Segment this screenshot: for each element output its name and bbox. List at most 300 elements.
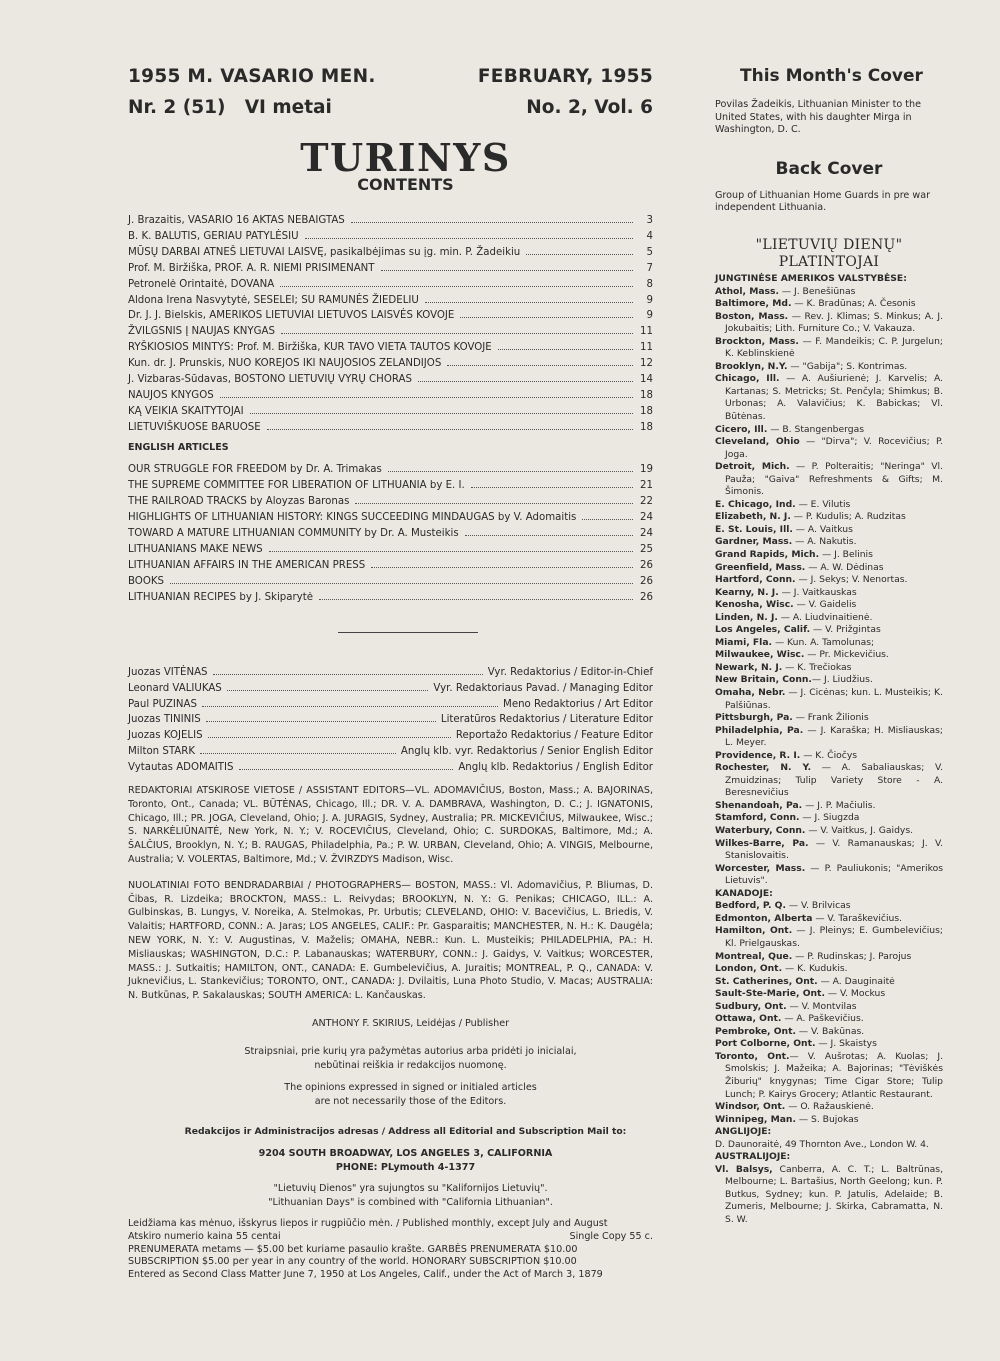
toc-leader [351,221,633,223]
toc-leader [425,301,633,303]
distributor-entry [715,511,943,524]
toc-entry-english [128,542,653,558]
distributor-city: Winnipeg, Man. [715,1113,796,1125]
distributor-names: — A. W. Dėdinas [805,561,884,573]
toc-page: 24 [640,511,653,523]
toc-page: 5 [646,246,653,258]
distributor-city: Newark, N. J. [715,661,783,673]
toc-leader [281,332,633,334]
distributor-city: Bedford, P. Q. [715,900,786,912]
distributor-city: Toronto, Ont. [715,1050,790,1062]
distributor-names: — J. Belinis [819,549,873,560]
distributor-names: — A. Vaitkus [792,523,853,535]
distributor-city: Stamford, Conn. [715,812,800,824]
cover-description: Povilas Žadeikis, Lithuanian Minister to the United States, with his daughter Mirga in Washington, D. C. [715,99,922,136]
distributor-names: — J. Skaistys [815,1038,877,1050]
distributor-names: — P. Polteraitis; "Neringa" Vl. Pauža; "Gaiva" Refreshments & Gifts; M. Šimonis. [725,461,943,498]
staff-leader [239,768,454,770]
staff-list [128,665,653,776]
entered-notice: Entered as Second Class Matter June 7, 1950 at Los Angeles, Calif., under the Act of March 3, 1879 [128,1269,603,1281]
staff-entry [128,728,653,744]
staff-role: Reportažo Redaktorius / Feature Editor [455,730,653,742]
distributor-city: Elizabeth, N. J. [715,511,791,523]
toc-page: 8 [646,278,653,290]
distributor-entry [715,298,943,311]
staff-role: Literatūros Redaktorius / Literature Editor [440,714,653,726]
distributor-names: — K. Trečiokas [782,661,852,673]
toc-entry [128,404,653,420]
cover-title: This Month's Cover [740,66,923,86]
staff-leader [202,705,498,707]
toc-page: 4 [646,230,653,242]
distributor-entry [715,424,943,437]
distributor-entry [715,499,943,512]
distributor-names: — V. Aušrotas; A. Kuolas; J. Smolskis; J. Mažeika; A. Bajorinas; "Tėviškės Žiburių" knygynas; Time Cigar Store; Tulip Lunch; P. Kairys Grocery; Atlantic Restaurant. [725,1050,943,1100]
distributor-entry [715,637,943,650]
distributor-entry [715,762,943,800]
distributor-names: — A. Sabaliauskas; V. Zmuidzinas; Tulip Variety Store - A. Beresnevičius [725,762,944,799]
toc-page: 25 [640,543,653,555]
toc-title: Kun. dr. J. Prunskis, NUO KOREJOS IKI NAUJOSIOS ZELANDIJOS [128,358,442,370]
staff-leader [227,689,429,691]
distributor-entry [715,863,943,888]
staff-name: Juozas TININIS [128,714,201,726]
distributor-names: — F. Mandeikis; C. P. Jurgelun; K. Keblinskienė [725,335,943,360]
distributor-names: — V. Prižgintas [810,624,881,636]
toc-entry [128,277,653,293]
distributors-title-line-2: PLATINTOJAI [778,253,880,270]
toc-entry-english [128,574,653,590]
toc-entry-english [128,494,653,510]
distributor-names: — A. Dauginaitė [817,975,895,987]
distributor-city: Miami, Fla. [715,636,773,648]
distributor-names: — J. Pleinys; E. Gumbelevičius; Kl. Prielgauskas. [725,925,943,949]
toc-entry [128,388,653,404]
staff-entry [128,712,653,728]
toc-entry [128,420,653,436]
toc-leader [267,428,633,430]
distributor-city: Rochester, N. Y. [715,762,812,774]
staff-entry [128,697,653,713]
distributor-city: Worcester, Mass. [715,862,806,874]
note-lt-line-1: Straipsniai, prie kurių yra pažymėtas autorius arba pridėti jo inicialai, [244,1045,577,1057]
note-english [168,1081,653,1109]
toc-title: HIGHLIGHTS OF LITHUANIAN HISTORY: KINGS SUCCEEDING MINDAUGAS by V. Adomaitis [128,511,577,523]
distributor-city: Athol, Mass. [715,285,779,297]
toc-title: LITHUANIAN AFFAIRS IN THE AMERICAN PRESS [128,559,366,571]
toc-entry [128,229,653,245]
address-line: 9204 SOUTH BROADWAY, LOS ANGELES 3, CALIFORNIA [258,1147,553,1159]
toc-entry-english [128,510,653,526]
toc-leader [447,364,633,366]
staff-leader [200,752,396,754]
distributor-country-heading: JUNGTINĖSE AMERIKOS VALSTYBĖSE: [715,272,907,284]
staff-name: Vytautas ADOMAITIS [128,762,234,774]
distributor-names: — A. Liudvinaitienė. [777,611,873,623]
toc-entry [128,356,653,372]
toc-title: LITHUANIANS MAKE NEWS [128,543,263,555]
issue-english: No. 2, Vol. 6 [526,97,653,118]
toc-title: J. Vizbaras-Sūdavas, BOSTONO LIETUVIŲ VYRŲ CHORAS [128,374,412,386]
distributor-city: Hartford, Conn. [715,574,796,586]
distributor-entry [715,925,943,950]
toc-entry-english [128,526,653,542]
distributor-names: — S. Bujokas [795,1113,859,1125]
distributor-entry [715,624,943,637]
toc-leader [582,518,633,520]
assistant-editors: REDAKTORIAI ATSKIROSE VIETOSE / ASSISTANT EDITORS—VL. ADOMAVIČIUS, Boston, Mass.; A. BAJORINAS, Toronto, Ont., Canada; VL. BŪTĖNAS, Chicago, Ill.; DR. V. A. DAMBRAVA, Washington, D. C.; J. IGNATONIS, Chicago, Ill.; PR. JOGA, Cleveland, Ohio; J. A. JURAGIS, Sydney, Australia; PR. MICKEVIČIUS, Milwaukee, Wisc.; S. NARKĖLIŪNAITĖ, New York, N. Y.; V. ROCEVIČIUS, Cleveland, Ohio; C. SURDOKAS, Baltimore, Md.; A. ŠALČIUS, Brooklyn, N. Y.; B. RAUGAS, Philadelphia, Pa.; P. W. URBAN, Cleveland, Ohio; A. VINGIS, Melbourne, Australia; V. VOLERTAS, Baltimore, Md.; V. ŽVIRZDYS Madison, Wisc. [128,785,653,866]
toc-entry [128,324,653,340]
staff-leader [213,673,483,675]
staff-role: Vyr. Redaktoriaus Pavad. / Managing Editor [433,682,653,694]
address-heading: Redakcijos ir Administracijos adresas / Address all Editorial and Subscription Mail to: [184,1125,627,1137]
toc-leader [418,380,633,382]
distributor-entry [715,549,943,562]
toc-leader [371,566,633,568]
toc-page: 26 [640,591,653,603]
distributor-names: Canberra, A. C. T.; L. Baltrūnas, Melbourne; L. Bartašius, North Geelong; kun. P. Butkus, Sydney; kun. P. Jatulis, Adelaide; B. Zumeris, Melbourne; J. Skirka, Cabramatta, N. S. W. [725,1163,943,1225]
toc-entry-english [128,590,653,606]
toc-leader [526,253,633,255]
toc-title: Prof. M. Biržiška, PROF. A. R. NIEMI PRISIMENANT [128,262,375,274]
toc-page: 26 [640,575,653,587]
merge-lithuanian: "Lietuvių Dienos" yra sujungtos su "Kalifornijos Lietuvių". [273,1183,548,1195]
distributor-city: Linden, N. J. [715,611,778,623]
distributor-entry [715,612,943,625]
distributor-city: Baltimore, Md. [715,298,792,310]
distributor-city: Boston, Mass. [715,310,789,322]
toc-page: 24 [640,527,653,539]
distributor-entry [715,725,943,750]
distributor-names: — A. Nakutis. [792,536,857,548]
distributor-entry [715,1001,943,1014]
publisher: ANTHONY F. SKIRIUS, Leidėjas / Publisher [311,1017,510,1029]
distributor-city: Philadelphia, Pa. [715,724,804,736]
toc-entry [128,308,653,324]
distributor-entry [715,373,943,423]
toc-entry [128,245,653,261]
publication-info [128,1218,653,1282]
toc-page: 18 [640,389,653,401]
distributor-names: — J. Liudžius. [811,674,873,686]
staff-role: Vyr. Redaktorius / Editor-in-Chief [487,666,653,678]
distributor-names: — K. Kudukis. [782,963,848,975]
distributor-names: — K. Čiočys [800,749,858,761]
distributor-entry [715,524,943,537]
distributor-names: — V. Ramanauskas; J. V. Stanislovaitis. [725,837,943,862]
distributor-names: — "Dirva"; V. Rocevičius; P. Joga. [725,436,943,460]
distributor-entry [715,436,943,461]
note-lt-line-2: nebūtinai reiškia ir redakcijos nuomonę. [314,1059,507,1071]
subscription-lt: PRENUMERATA metams — $5.00 bet kuriame pasaulio krašte. GARBĖS PRENUMERATA $10.00 [128,1243,578,1255]
english-articles-heading: ENGLISH ARTICLES [128,441,229,453]
distributor-city: Grand Rapids, Mich. [715,549,820,560]
distributor-city: Hamilton, Ont. [715,925,793,937]
distributor-names: — "Gabija"; S. Kontrimas. [787,360,908,372]
toc-entry-english [128,558,653,574]
phone-line: PHONE: PLymouth 4-1377 [335,1161,476,1173]
page-title: TURINYS [300,135,511,180]
toc-title: Petronelė Orintaitė, DOVANA [128,278,275,290]
distributor-entry [715,674,943,687]
staff-name: Milton STARK [128,746,195,758]
distributor-city: Los Angeles, Calif. [715,624,811,636]
distributors-list [715,273,943,1227]
toc-page: 3 [646,215,653,226]
toc-title: NAUJOS KNYGOS [128,389,214,401]
distributor-entry [715,361,943,374]
published-monthly: Leidžiama kas mėnuo, išskyrus liepos ir rugpiūčio mėn. / Published monthly, except July and August [128,1217,608,1229]
distributor-city: Windsor, Ont. [715,1101,786,1113]
distributor-names: D. Daunoraitė, 49 Thornton Ave., London W. 4. [715,1138,929,1150]
distributor-names: — P. Rudinskas; J. Parojus [792,950,912,962]
distributor-entry [715,461,943,499]
toc-page: 11 [640,342,653,354]
distributor-names: — P. Kudulis; A. Rudzitas [790,511,906,523]
distributor-names: — B. Stangenbergas [767,423,865,435]
distributor-names: — J. Sekys; V. Nenortas. [795,574,908,586]
distributor-names: — V. Mockus [824,988,886,1000]
toc-page: 7 [646,262,653,274]
distributor-entry [715,838,943,863]
toc-title: OUR STRUGGLE FOR FREEDOM by Dr. A. Trimakas [128,463,382,475]
toc-page: 9 [646,294,653,306]
distributor-city: Edmonton, Alberta [715,912,813,924]
toc-title: MŪSŲ DARBAI ATNEŠ LIETUVAI LAISVĘ, pasikalbėjimas su įg. min. P. Žadeikiu [128,246,521,258]
toc-page: 18 [640,421,653,433]
distributor-names: — Kun. A. Tamolunas; [772,636,875,648]
distributor-names: — V. Gaidelis [793,599,857,611]
toc-english [128,462,653,606]
staff-name: Juozas VITĖNAS [128,666,208,678]
distributor-entry [715,1013,943,1026]
distributor-city: Kenosha, Wisc. [715,599,794,611]
distributor-city: Gardner, Mass. [715,536,793,548]
left-column [128,66,653,1282]
toc-leader [280,285,633,287]
distributor-entry [715,1139,943,1152]
photographers: NUOLATINIAI FOTO BENDRADARBIAI / PHOTOGRAPHERS— BOSTON, MASS.: Vl. Adomavičius, P. Bliumas, D. Čibas, R. Lizdeika; BROCKTON, MASS.: L. Reivydas; BROOKLYN, N. Y.: G. Penikas; CHICAGO, ILL.: A. Gulbinskas, B. Lungys, V. Noreika, A. Stelmokas, Pr. Urbutis; CLEVELAND, OHIO: V. Bacevičius, L. Briedis, V. Valaitis; HARTFORD, CONN.: A. Jaras; LOS ANGELES, CALIF.: Pr. Gasparaitis; MANCHESTER, N. H.: K. Daugėla; NEW YORK, N. Y.: V. Augustinas, V. Maželis; OMAHA, NEBR.: Kun. L. Musteikis; PHILADELPHIA, PA.: H. Misliauskas; WASHINGTON, D.C.: P. Labanauskas; WATERBURY, CONN.: J. Gaidys, V. Vaitkus; WORCESTER, MASS.: J. Sutkaitis; HAMILTON, ONT., CANADA: E. Gumbelevičius, A. Juraitis; MONTREAL, P. Q., CANADA: V. Juknevičius, L. Stankevičius; TORONTO, ONT., CANADA: J. Dvilaitis, Luna Photo Studio, V. Macas; AUSTRALIA: N. Butkūnas, P. Sakalauskas; SOUTH AMERICA: L. Kančauskas. [128,879,653,1002]
staff-name: Juozas KOJELIS [128,730,203,742]
toc-page: 19 [640,463,653,475]
date-lithuanian: 1955 M. VASARIO MEN. [128,66,376,87]
distributor-entry [715,662,943,675]
distributor-entry [715,1114,943,1127]
distributor-entry [715,1101,943,1114]
toc-page: 11 [640,326,653,338]
toc-entry [128,213,653,229]
toc-title: RYŠKIOSIOS MINTYS: Prof. M. Biržiška, KUR TAVO VIETA TAUTOS KOVOJE [128,342,492,354]
note-lithuanian [168,1045,653,1073]
distributor-city: Cicero, Ill. [715,423,768,435]
distributor-country-heading: ANGLIJOJE: [715,1126,772,1138]
distributor-city: Omaha, Nebr. [715,687,786,699]
distributor-country-heading: AUSTRALIJOJE: [715,1151,791,1163]
distributor-entry [715,1026,943,1039]
toc-title: LIETUVIŠKUOSE BARUOSE [128,421,261,433]
distributor-city: Sudbury, Ont. [715,1000,787,1012]
distributor-names: — Pr. Mickevičius. [804,649,889,661]
distributor-city: Chicago, Ill. [715,373,780,385]
distributor-names: — Rev. J. Klimas; S. Minkus; A. J. Jokubaitis; Lith. Furniture Co.; V. Vakauza. [725,310,943,335]
distributor-city: E. St. Louis, Ill. [715,523,793,535]
distributor-city: St. Catherines, Ont. [715,975,818,987]
distributors-title-line-1: "LIETUVIŲ DIENŲ" [755,236,903,253]
distributor-names: — J. Cicėnas; kun. L. Musteikis; K. Palšiūnas. [725,687,943,711]
toc-leader [220,396,633,398]
distributor-entry [715,1051,943,1101]
distributor-names: — O. Ražauskienė. [785,1101,874,1113]
page-subtitle: CONTENTS [357,175,454,194]
distributor-names: — K. Bradūnas; A. Česonis [791,298,916,310]
staff-role: Anglų klb. Redaktorius / English Editor [458,762,653,774]
distributor-entry [715,1164,943,1227]
copy-price-en: Single Copy 55 c. [569,1230,653,1242]
toc-title: B. K. BALUTIS, GERIAU PATYLĖSIU [128,230,299,242]
distributor-entry [715,825,943,838]
merge-note [168,1182,653,1210]
distributor-city: London, Ont. [715,963,783,975]
toc-leader [381,269,633,271]
distributor-names: — A. Aušiurienė; J. Karvelis; A. Kartanas; S. Metricks; St. Penčyla; Shimkus; B. Urbonas; A. Valavičius; K. Babickas; Vl. Būtėnas. [725,373,943,422]
distributor-names: — J. P. Mačiulis. [802,799,876,811]
distributor-names: — V. Vaitkus, J. Gaidys. [805,825,914,837]
staff-name: Paul PUZINAS [128,698,197,710]
distributor-city: Port Colborne, Ont. [715,1038,816,1050]
toc-leader [471,486,633,488]
distributors-title [715,237,943,271]
toc-title: J. Brazaitis, VASARIO 16 AKTAS NEBAIGTAS [128,215,345,226]
distributor-city: New Britain, Conn. [715,674,812,686]
distributor-city: Wilkes-Barre, Pa. [715,837,809,849]
toc-entry [128,340,653,356]
distributor-names: — J. Benešiūnas [778,285,856,297]
staff-role: Anglų klb. vyr. Redaktorius / Senior English Editor [400,746,653,758]
distributor-city: Montreal, Que. [715,950,793,962]
toc-page: 26 [640,559,653,571]
distributor-names: — A. Paškevičius. [781,1013,864,1025]
distributor-names: — Frank Žilionis [792,712,869,724]
distributor-city: Waterbury, Conn. [715,825,806,837]
distributor-city: Ottawa, Ont. [715,1013,782,1025]
staff-entry [128,744,653,760]
toc-title: KĄ VEIKIA SKAITYTOJAI [128,405,244,417]
distributor-names: — J. Vaitkauskas [778,586,857,598]
toc-leader [305,237,633,239]
distributor-entry [715,649,943,662]
toc-leader [465,534,633,536]
distributor-entry [715,913,943,926]
toc-title: BOOKS [128,575,164,587]
distributor-entry [715,336,943,361]
distributor-entry [715,800,943,813]
toc-leader [170,582,633,584]
distributor-entry [715,536,943,549]
toc-title: TOWARD A MATURE LITHUANIAN COMMUNITY by Dr. A. Musteikis [128,527,459,539]
staff-name: Leonard VALIUKAS [128,682,222,694]
distributor-city: E. Chicago, Ind. [715,498,796,510]
toc-leader [355,502,633,504]
toc-entry-english [128,478,653,494]
distributor-entry [715,951,943,964]
issue-lithuanian: Nr. 2 (51) VI metai [128,97,332,118]
distributor-entry [715,976,943,989]
distributor-city: Providence, R. I. [715,749,801,761]
distributor-names: — V. Taraškevičius. [812,912,903,924]
toc-leader [319,598,633,600]
back-cover-title: Back Cover [775,158,883,179]
toc-entry [128,261,653,277]
toc-title: THE SUPREME COMMITTEE FOR LIBERATION OF LITHUANIA by E. I. [128,479,465,491]
copy-price-row [128,1231,653,1244]
distributor-entry [715,1038,943,1051]
header-issue [128,93,653,137]
staff-entry [128,760,653,776]
toc-title: ŽVILGSNIS Į NAUJAS KNYGAS [128,326,275,338]
distributor-city: Vl. Balsys, [715,1163,773,1175]
toc-entry-english [128,462,653,478]
distributor-entry [715,750,943,763]
toc-page: 9 [646,310,653,322]
distributor-entry [715,712,943,725]
staff-role: Meno Redaktorius / Art Editor [503,698,653,710]
subscription-en: SUBSCRIPTION $5.00 per year in any country of the world. HONORARY SUBSCRIPTION $10.00 [128,1256,577,1268]
toc-leader [460,316,633,318]
toc-title: Aldona Irena Nasvytytė, SESELEI; SU RAMUNĖS ŽIEDELIU [128,294,419,306]
toc-page: 12 [640,358,653,370]
merge-english: "Lithuanian Days" is combined with "California Lithuanian". [268,1197,553,1209]
toc-page: 18 [640,405,653,417]
distributor-entry [715,562,943,575]
date-english: FEBRUARY, 1955 [477,66,653,87]
toc-title: LITHUANIAN RECIPES by J. Skiparytė [128,591,313,603]
distributor-entry [715,988,943,1001]
distributor-city: Brockton, Mass. [715,335,799,347]
distributor-city: Pittsburgh, Pa. [715,712,793,724]
distributor-entry [715,286,943,299]
header-dates [128,66,653,93]
toc-entry [128,372,653,388]
distributor-entry [715,587,943,600]
toc-leader [250,412,633,414]
toc-page: 14 [640,374,653,386]
distributor-names: — J. Karaška; H. Misliauskas; L. Meyer. [725,724,943,749]
back-cover-description: Group of Lithuanian Home Guards in pre war independent Lithuania. [715,189,931,214]
toc-leader [269,550,633,552]
distributor-names: — V. Brilvicas [785,900,851,912]
distributor-names: — P. Pauliukonis; "Amerikos Lietuvis". [725,862,943,887]
toc-leader [388,470,633,472]
note-en-line-1: The opinions expressed in signed or initialed articles [284,1082,537,1094]
distributor-names: — J. Siugzda [799,812,860,824]
distributor-city: Kearny, N. J. [715,586,779,598]
toc-lithuanian [128,213,653,436]
distributor-country-heading: KANADOJE: [715,887,773,899]
distributor-city: Sault-Ste-Marie, Ont. [715,988,825,1000]
staff-entry [128,681,653,697]
distributor-city: Shenandoah, Pa. [715,799,803,811]
distributor-names: — V. Montvilas [786,1000,857,1012]
distributor-city: Cleveland, Ohio [715,436,800,448]
distributor-names: — V. Bakūnas. [795,1025,865,1037]
distributor-entry [715,963,943,976]
toc-entry [128,293,653,309]
divider [338,632,478,633]
distributor-names: — E. Vilutis [795,498,851,510]
distributor-entry [715,900,943,913]
distributor-city: Milwaukee, Wisc. [715,649,805,661]
staff-leader [208,736,451,738]
